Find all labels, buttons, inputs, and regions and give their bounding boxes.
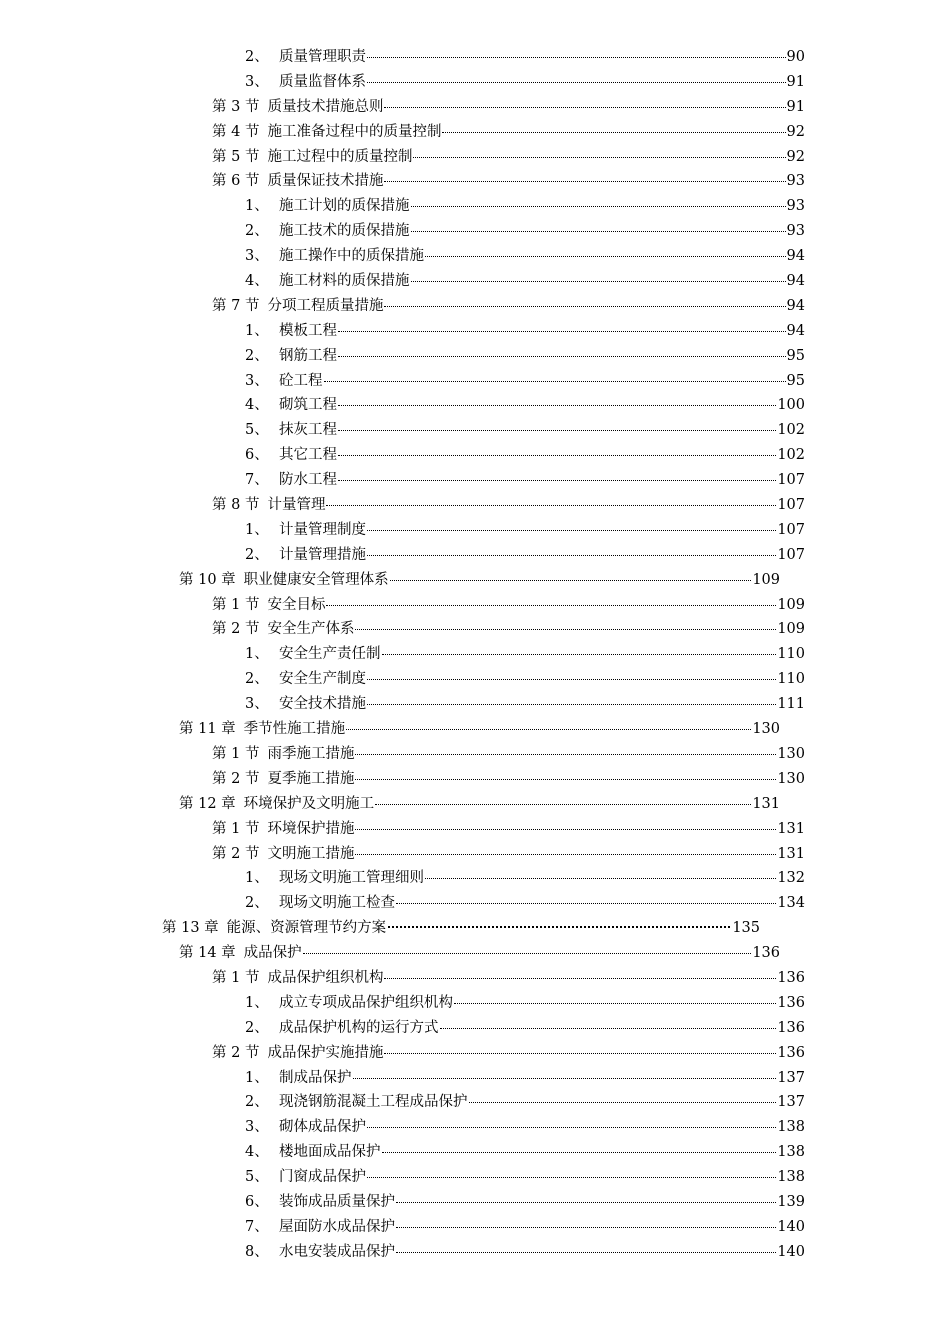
toc-entry[interactable] <box>0 1115 950 1140</box>
toc-entry-title: 钢筋工程 <box>279 347 337 364</box>
toc-entry-title: 砼工程 <box>279 372 323 389</box>
toc-entry[interactable] <box>0 792 950 817</box>
toc-entry-title: 模板工程 <box>279 322 337 339</box>
toc-entry-line <box>245 443 805 468</box>
dot-leader <box>367 57 786 58</box>
toc-entry[interactable] <box>0 1016 950 1041</box>
toc-entry-page-number: 93 <box>786 223 805 240</box>
dot-leader <box>367 1177 776 1178</box>
toc-entry-number: 第 1 节 <box>212 596 260 613</box>
dot-leader <box>396 903 776 904</box>
toc-entry-title: 现场文明施工管理细则 <box>279 870 424 887</box>
dot-leader <box>375 804 751 805</box>
toc-entry-page-number: 94 <box>786 297 805 314</box>
dot-leader <box>367 679 776 680</box>
dot-leader <box>367 530 776 531</box>
toc-entry-line <box>245 1190 805 1215</box>
toc-entry-page-number: 131 <box>752 795 780 812</box>
toc-entry[interactable] <box>0 443 950 468</box>
toc-entry-page-number: 138 <box>777 1119 805 1136</box>
toc-entry-number: 5、 <box>245 1169 269 1186</box>
toc-entry[interactable] <box>0 941 950 966</box>
toc-entry-line <box>245 1115 805 1140</box>
dot-leader <box>411 231 786 232</box>
toc-entry-number: 第 8 节 <box>212 497 260 514</box>
toc-entry-page-number: 137 <box>777 1094 805 1111</box>
toc-entry-title: 职业健康安全管理体系 <box>243 571 389 588</box>
toc-entry-title: 能源、资源管理节约方案 <box>226 920 387 937</box>
toc-entry-line <box>245 319 805 344</box>
dot-leader <box>454 1003 776 1004</box>
toc-entry-page-number: 107 <box>777 521 805 538</box>
dot-leader <box>367 555 776 556</box>
toc-entry-line <box>245 642 805 667</box>
toc-entry-line <box>245 1090 805 1115</box>
toc-entry-line <box>179 941 780 966</box>
toc-entry[interactable] <box>0 966 950 991</box>
toc-entry-line <box>212 294 805 319</box>
toc-entry-line <box>179 717 780 742</box>
toc-entry-number: 3、 <box>245 372 269 389</box>
toc-entry[interactable] <box>0 692 950 717</box>
dot-leader <box>469 1102 777 1103</box>
toc-entry-line <box>245 1140 805 1165</box>
toc-entry-number: 5、 <box>245 422 269 439</box>
toc-entry[interactable] <box>0 393 950 418</box>
toc-entry-title: 装饰成品质量保护 <box>279 1193 395 1210</box>
toc-entry-number: 2、 <box>245 1094 269 1111</box>
dot-leader <box>303 953 752 954</box>
toc-entry-page-number: 131 <box>777 845 805 862</box>
toc-entry-number: 第 2 节 <box>212 845 260 862</box>
toc-entry[interactable] <box>0 891 950 916</box>
toc-entry-page-number: 102 <box>777 422 805 439</box>
toc-entry[interactable] <box>0 45 950 70</box>
toc-entry-page-number: 94 <box>786 273 805 290</box>
toc-entry-number: 第 1 节 <box>212 820 260 837</box>
toc-entry-page-number: 91 <box>786 98 805 115</box>
dot-leader <box>355 829 776 830</box>
toc-entry-title: 成品保护实施措施 <box>267 1044 384 1061</box>
toc-entry[interactable] <box>0 369 950 394</box>
toc-entry-page-number: 94 <box>786 248 805 265</box>
toc-entry-line <box>212 145 805 170</box>
toc-entry-title: 施工准备过程中的质量控制 <box>267 123 442 140</box>
toc-entry-page-number: 135 <box>732 920 760 937</box>
toc-entry[interactable] <box>0 617 950 642</box>
dot-leader <box>388 926 730 928</box>
toc-entry-number: 2、 <box>245 895 269 912</box>
toc-entry-page-number: 109 <box>752 571 780 588</box>
toc-entry-page-number: 136 <box>777 1044 805 1061</box>
toc-entry-number: 第 5 节 <box>212 148 260 165</box>
toc-entry-line <box>245 1240 805 1265</box>
toc-entry-number: 7、 <box>245 1218 269 1235</box>
toc-entry-line <box>179 568 780 593</box>
toc-entry-title: 砌体成品保护 <box>279 1119 366 1136</box>
toc-entry-number: 3、 <box>245 696 269 713</box>
toc-entry-line <box>212 120 805 145</box>
toc-entry-line <box>245 891 805 916</box>
toc-entry[interactable] <box>0 319 950 344</box>
toc-entry-title: 其它工程 <box>279 447 337 464</box>
toc-entry-line <box>245 369 805 394</box>
toc-entry-line <box>245 866 805 891</box>
dot-leader <box>338 480 776 481</box>
toc-entry-line <box>245 344 805 369</box>
toc-entry-page-number: 130 <box>777 745 805 762</box>
dot-leader <box>324 381 786 382</box>
toc-entry-title: 计量管理 <box>267 497 326 514</box>
toc-entry[interactable] <box>0 145 950 170</box>
dot-leader <box>338 331 786 332</box>
toc-entry-number: 第 12 章 <box>179 795 236 812</box>
dot-leader <box>411 206 786 207</box>
toc-entry-number: 第 13 章 <box>162 920 219 937</box>
toc-entry-number: 4、 <box>245 1144 269 1161</box>
toc-entry-line <box>245 468 805 493</box>
toc-entry-page-number: 92 <box>786 148 805 165</box>
toc-entry-page-number: 111 <box>777 696 805 713</box>
toc-entry[interactable] <box>0 244 950 269</box>
toc-entry-number: 第 10 章 <box>179 571 236 588</box>
toc-entry[interactable] <box>0 1215 950 1240</box>
dot-leader <box>338 455 776 456</box>
dot-leader <box>396 1252 776 1253</box>
toc-entry-number: 7、 <box>245 472 269 489</box>
toc-entry-title: 安全技术措施 <box>279 696 366 713</box>
toc-entry-page-number: 137 <box>777 1069 805 1086</box>
toc-entry-number: 第 2 节 <box>212 770 260 787</box>
toc-entry-number: 4、 <box>245 273 269 290</box>
toc-entry-page-number: 138 <box>777 1169 805 1186</box>
toc-entry[interactable] <box>0 717 950 742</box>
toc-entry-page-number: 131 <box>777 820 805 837</box>
toc-entry-title: 现场文明施工检查 <box>279 895 395 912</box>
toc-entry-page-number: 95 <box>786 372 805 389</box>
toc-entry-number: 2、 <box>245 1019 269 1036</box>
toc-entry-title: 计量管理措施 <box>279 546 366 563</box>
dot-leader <box>367 82 786 83</box>
toc-entry-page-number: 100 <box>777 397 805 414</box>
toc-entry-title: 成品保护组织机构 <box>267 969 384 986</box>
toc-entry-line <box>245 991 805 1016</box>
toc-entry-page-number: 90 <box>786 49 805 65</box>
toc-entry-title: 夏季施工措施 <box>267 770 355 787</box>
toc-entry-number: 1、 <box>245 198 269 215</box>
toc-entry-number: 2、 <box>245 49 269 65</box>
toc-entry-title: 文明施工措施 <box>267 845 355 862</box>
table-of-contents <box>0 45 950 1265</box>
toc-entry[interactable] <box>0 1090 950 1115</box>
dot-leader <box>384 306 785 307</box>
toc-entry[interactable] <box>0 269 950 294</box>
toc-entry-title: 成立专项成品保护组织机构 <box>279 994 453 1011</box>
toc-entry-number: 第 2 节 <box>212 621 260 638</box>
toc-entry[interactable] <box>0 593 950 618</box>
toc-entry[interactable] <box>0 1140 950 1165</box>
toc-entry-number: 第 2 节 <box>212 1044 260 1061</box>
toc-entry-line <box>179 792 780 817</box>
toc-entry-title: 现浇钢筋混凝土工程成品保护 <box>279 1094 468 1111</box>
toc-entry-number: 1、 <box>245 994 269 1011</box>
toc-entry-title: 安全生产体系 <box>267 621 355 638</box>
toc-entry[interactable] <box>0 1190 950 1215</box>
toc-entry-number: 1、 <box>245 646 269 663</box>
toc-entry[interactable] <box>0 418 950 443</box>
toc-entry-page-number: 92 <box>786 123 805 140</box>
toc-entry-line <box>245 45 805 70</box>
toc-entry-title: 成品保护机构的运行方式 <box>279 1019 439 1036</box>
toc-entry-number: 第 6 节 <box>212 173 260 190</box>
toc-entry-page-number: 94 <box>786 322 805 339</box>
toc-entry-title: 环境保护措施 <box>267 820 355 837</box>
toc-entry[interactable] <box>0 294 950 319</box>
toc-entry-number: 第 7 节 <box>212 297 260 314</box>
toc-entry-title: 屋面防水成品保护 <box>279 1218 395 1235</box>
toc-entry-line <box>212 95 805 120</box>
dot-leader <box>355 629 776 630</box>
dot-leader <box>390 580 752 581</box>
toc-entry-line <box>245 70 805 95</box>
toc-entry-title: 季节性施工措施 <box>243 721 346 738</box>
toc-entry-number: 3、 <box>245 1119 269 1136</box>
toc-entry-line <box>212 966 805 991</box>
toc-entry-page-number: 136 <box>777 969 805 986</box>
toc-entry-title: 水电安装成品保护 <box>279 1243 395 1260</box>
toc-entry[interactable] <box>0 194 950 219</box>
toc-entry-line <box>162 916 760 941</box>
toc-entry[interactable] <box>0 742 950 767</box>
dot-leader <box>355 854 776 855</box>
toc-entry-line <box>245 393 805 418</box>
toc-entry-page-number: 136 <box>752 945 780 962</box>
toc-entry-line <box>245 418 805 443</box>
toc-entry-page-number: 93 <box>786 173 805 190</box>
toc-entry-line <box>212 617 805 642</box>
toc-entry-page-number: 134 <box>777 895 805 912</box>
toc-entry[interactable] <box>0 468 950 493</box>
toc-entry-page-number: 95 <box>786 347 805 364</box>
toc-entry-line <box>245 1016 805 1041</box>
toc-entry-title: 防水工程 <box>279 472 337 489</box>
toc-entry[interactable] <box>0 1066 950 1091</box>
toc-entry-number: 4、 <box>245 397 269 414</box>
toc-entry-page-number: 140 <box>777 1218 805 1235</box>
toc-entry-line <box>212 842 805 867</box>
toc-entry-line <box>245 667 805 692</box>
dot-leader <box>367 704 776 705</box>
toc-entry-line <box>245 1165 805 1190</box>
toc-entry-line <box>245 518 805 543</box>
toc-entry-number: 2、 <box>245 671 269 688</box>
toc-entry-title: 施工计划的质保措施 <box>279 198 410 215</box>
toc-entry-page-number: 102 <box>777 447 805 464</box>
toc-entry-title: 施工技术的质保措施 <box>279 223 410 240</box>
toc-entry-number: 1、 <box>245 870 269 887</box>
dot-leader <box>384 107 785 108</box>
toc-entry-title: 环境保护及文明施工 <box>243 795 375 812</box>
toc-entry-line <box>245 692 805 717</box>
toc-entry-number: 1、 <box>245 322 269 339</box>
toc-entry-number: 3、 <box>245 73 269 90</box>
toc-entry-number: 1、 <box>245 1069 269 1086</box>
dot-leader <box>384 978 776 979</box>
toc-entry-page-number: 139 <box>777 1193 805 1210</box>
toc-entry-number: 2、 <box>245 546 269 563</box>
toc-entry-number: 1、 <box>245 521 269 538</box>
toc-entry-line <box>245 1066 805 1091</box>
dot-leader <box>338 405 776 406</box>
dot-leader <box>355 779 776 780</box>
toc-entry-page-number: 136 <box>777 994 805 1011</box>
dot-leader <box>382 654 777 655</box>
toc-entry-title: 安全生产制度 <box>279 671 366 688</box>
toc-entry-title: 施工材料的质保措施 <box>279 273 410 290</box>
dot-leader <box>355 754 776 755</box>
toc-entry-title: 抹灰工程 <box>279 422 337 439</box>
toc-entry-line <box>245 244 805 269</box>
toc-entry-line <box>212 742 805 767</box>
dot-leader <box>384 1053 776 1054</box>
toc-entry-number: 2、 <box>245 223 269 240</box>
toc-entry-number: 3、 <box>245 248 269 265</box>
toc-entry-number: 第 14 章 <box>179 945 236 962</box>
toc-entry-title: 质量管理职责 <box>279 49 366 65</box>
toc-entry[interactable] <box>0 1165 950 1190</box>
toc-entry-page-number: 130 <box>752 721 780 738</box>
toc-entry-page-number: 109 <box>777 621 805 638</box>
toc-entry-title: 质量技术措施总则 <box>267 98 384 115</box>
toc-entry-title: 制成品保护 <box>279 1069 352 1086</box>
toc-entry-page-number: 130 <box>777 770 805 787</box>
dot-leader <box>326 605 776 606</box>
toc-entry[interactable] <box>0 667 950 692</box>
toc-entry-number: 6、 <box>245 1193 269 1210</box>
toc-entry[interactable] <box>0 219 950 244</box>
toc-entry-number: 8、 <box>245 1243 269 1260</box>
toc-entry-page-number: 138 <box>777 1144 805 1161</box>
toc-entry-page-number: 140 <box>777 1243 805 1260</box>
toc-entry[interactable] <box>0 642 950 667</box>
dot-leader <box>346 729 751 730</box>
toc-entry[interactable] <box>0 543 950 568</box>
toc-entry-number: 第 4 节 <box>212 123 260 140</box>
toc-entry-line <box>212 817 805 842</box>
toc-entry[interactable] <box>0 493 950 518</box>
toc-entry-title: 质量保证技术措施 <box>267 173 384 190</box>
toc-entry-page-number: 132 <box>777 870 805 887</box>
toc-entry-page-number: 107 <box>777 546 805 563</box>
dot-leader <box>425 256 786 257</box>
toc-entry-page-number: 93 <box>786 198 805 215</box>
toc-entry-number: 第 1 节 <box>212 969 260 986</box>
toc-entry[interactable] <box>0 842 950 867</box>
toc-entry-title: 施工过程中的质量控制 <box>267 148 413 165</box>
toc-entry-line <box>212 493 805 518</box>
toc-entry-page-number: 107 <box>777 497 805 514</box>
toc-entry[interactable] <box>0 767 950 792</box>
toc-entry-line <box>212 169 805 194</box>
toc-entry-page-number: 109 <box>777 596 805 613</box>
dot-leader <box>413 157 785 158</box>
dot-leader <box>338 430 776 431</box>
toc-entry-title: 雨季施工措施 <box>267 745 355 762</box>
toc-entry[interactable] <box>0 568 950 593</box>
toc-entry-line <box>245 1215 805 1240</box>
dot-leader <box>411 281 786 282</box>
toc-entry-line <box>245 219 805 244</box>
toc-entry-title: 安全生产责任制 <box>279 646 381 663</box>
toc-entry[interactable] <box>0 95 950 120</box>
dot-leader <box>326 505 776 506</box>
toc-entry-number: 第 11 章 <box>179 721 236 738</box>
toc-entry-line <box>212 767 805 792</box>
dot-leader <box>396 1227 776 1228</box>
toc-entry-number: 第 1 节 <box>212 745 260 762</box>
toc-entry-line <box>245 194 805 219</box>
toc-entry-number: 6、 <box>245 447 269 464</box>
toc-entry[interactable] <box>0 817 950 842</box>
toc-entry-title: 安全目标 <box>267 596 326 613</box>
dot-leader <box>442 132 785 133</box>
toc-entry[interactable] <box>0 344 950 369</box>
toc-entry-title: 计量管理制度 <box>279 521 366 538</box>
toc-entry-page-number: 110 <box>777 646 805 663</box>
toc-entry[interactable] <box>0 1240 950 1265</box>
toc-entry-number: 2、 <box>245 347 269 364</box>
dot-leader <box>382 1152 777 1153</box>
toc-entry[interactable] <box>0 991 950 1016</box>
toc-entry[interactable] <box>0 70 950 95</box>
toc-entry[interactable] <box>0 169 950 194</box>
toc-entry-number: 第 3 节 <box>212 98 260 115</box>
dot-leader <box>425 878 776 879</box>
toc-entry-title: 楼地面成品保护 <box>279 1144 381 1161</box>
dot-leader <box>338 356 786 357</box>
toc-entry-title: 成品保护 <box>243 945 302 962</box>
toc-entry-title: 分项工程质量措施 <box>267 297 384 314</box>
toc-entry-page-number: 110 <box>777 671 805 688</box>
toc-entry[interactable] <box>0 120 950 145</box>
toc-entry[interactable] <box>0 518 950 543</box>
toc-entry[interactable] <box>0 866 950 891</box>
dot-leader <box>367 1127 776 1128</box>
dot-leader <box>440 1028 777 1029</box>
dot-leader <box>396 1202 776 1203</box>
toc-entry-line <box>212 1041 805 1066</box>
toc-entry-title: 质量监督体系 <box>279 73 366 90</box>
toc-entry-page-number: 107 <box>777 472 805 489</box>
toc-entry[interactable] <box>0 1041 950 1066</box>
toc-entry-page-number: 136 <box>777 1019 805 1036</box>
toc-entry-title: 施工操作中的质保措施 <box>279 248 424 265</box>
toc-entry-title: 砌筑工程 <box>279 397 337 414</box>
toc-entry-line <box>245 543 805 568</box>
toc-entry-line <box>212 593 805 618</box>
toc-entry-page-number: 91 <box>786 73 805 90</box>
dot-leader <box>384 181 785 182</box>
toc-entry[interactable] <box>0 916 950 941</box>
toc-entry-title: 门窗成品保护 <box>279 1169 366 1186</box>
toc-entry-line <box>245 269 805 294</box>
dot-leader <box>353 1078 777 1079</box>
